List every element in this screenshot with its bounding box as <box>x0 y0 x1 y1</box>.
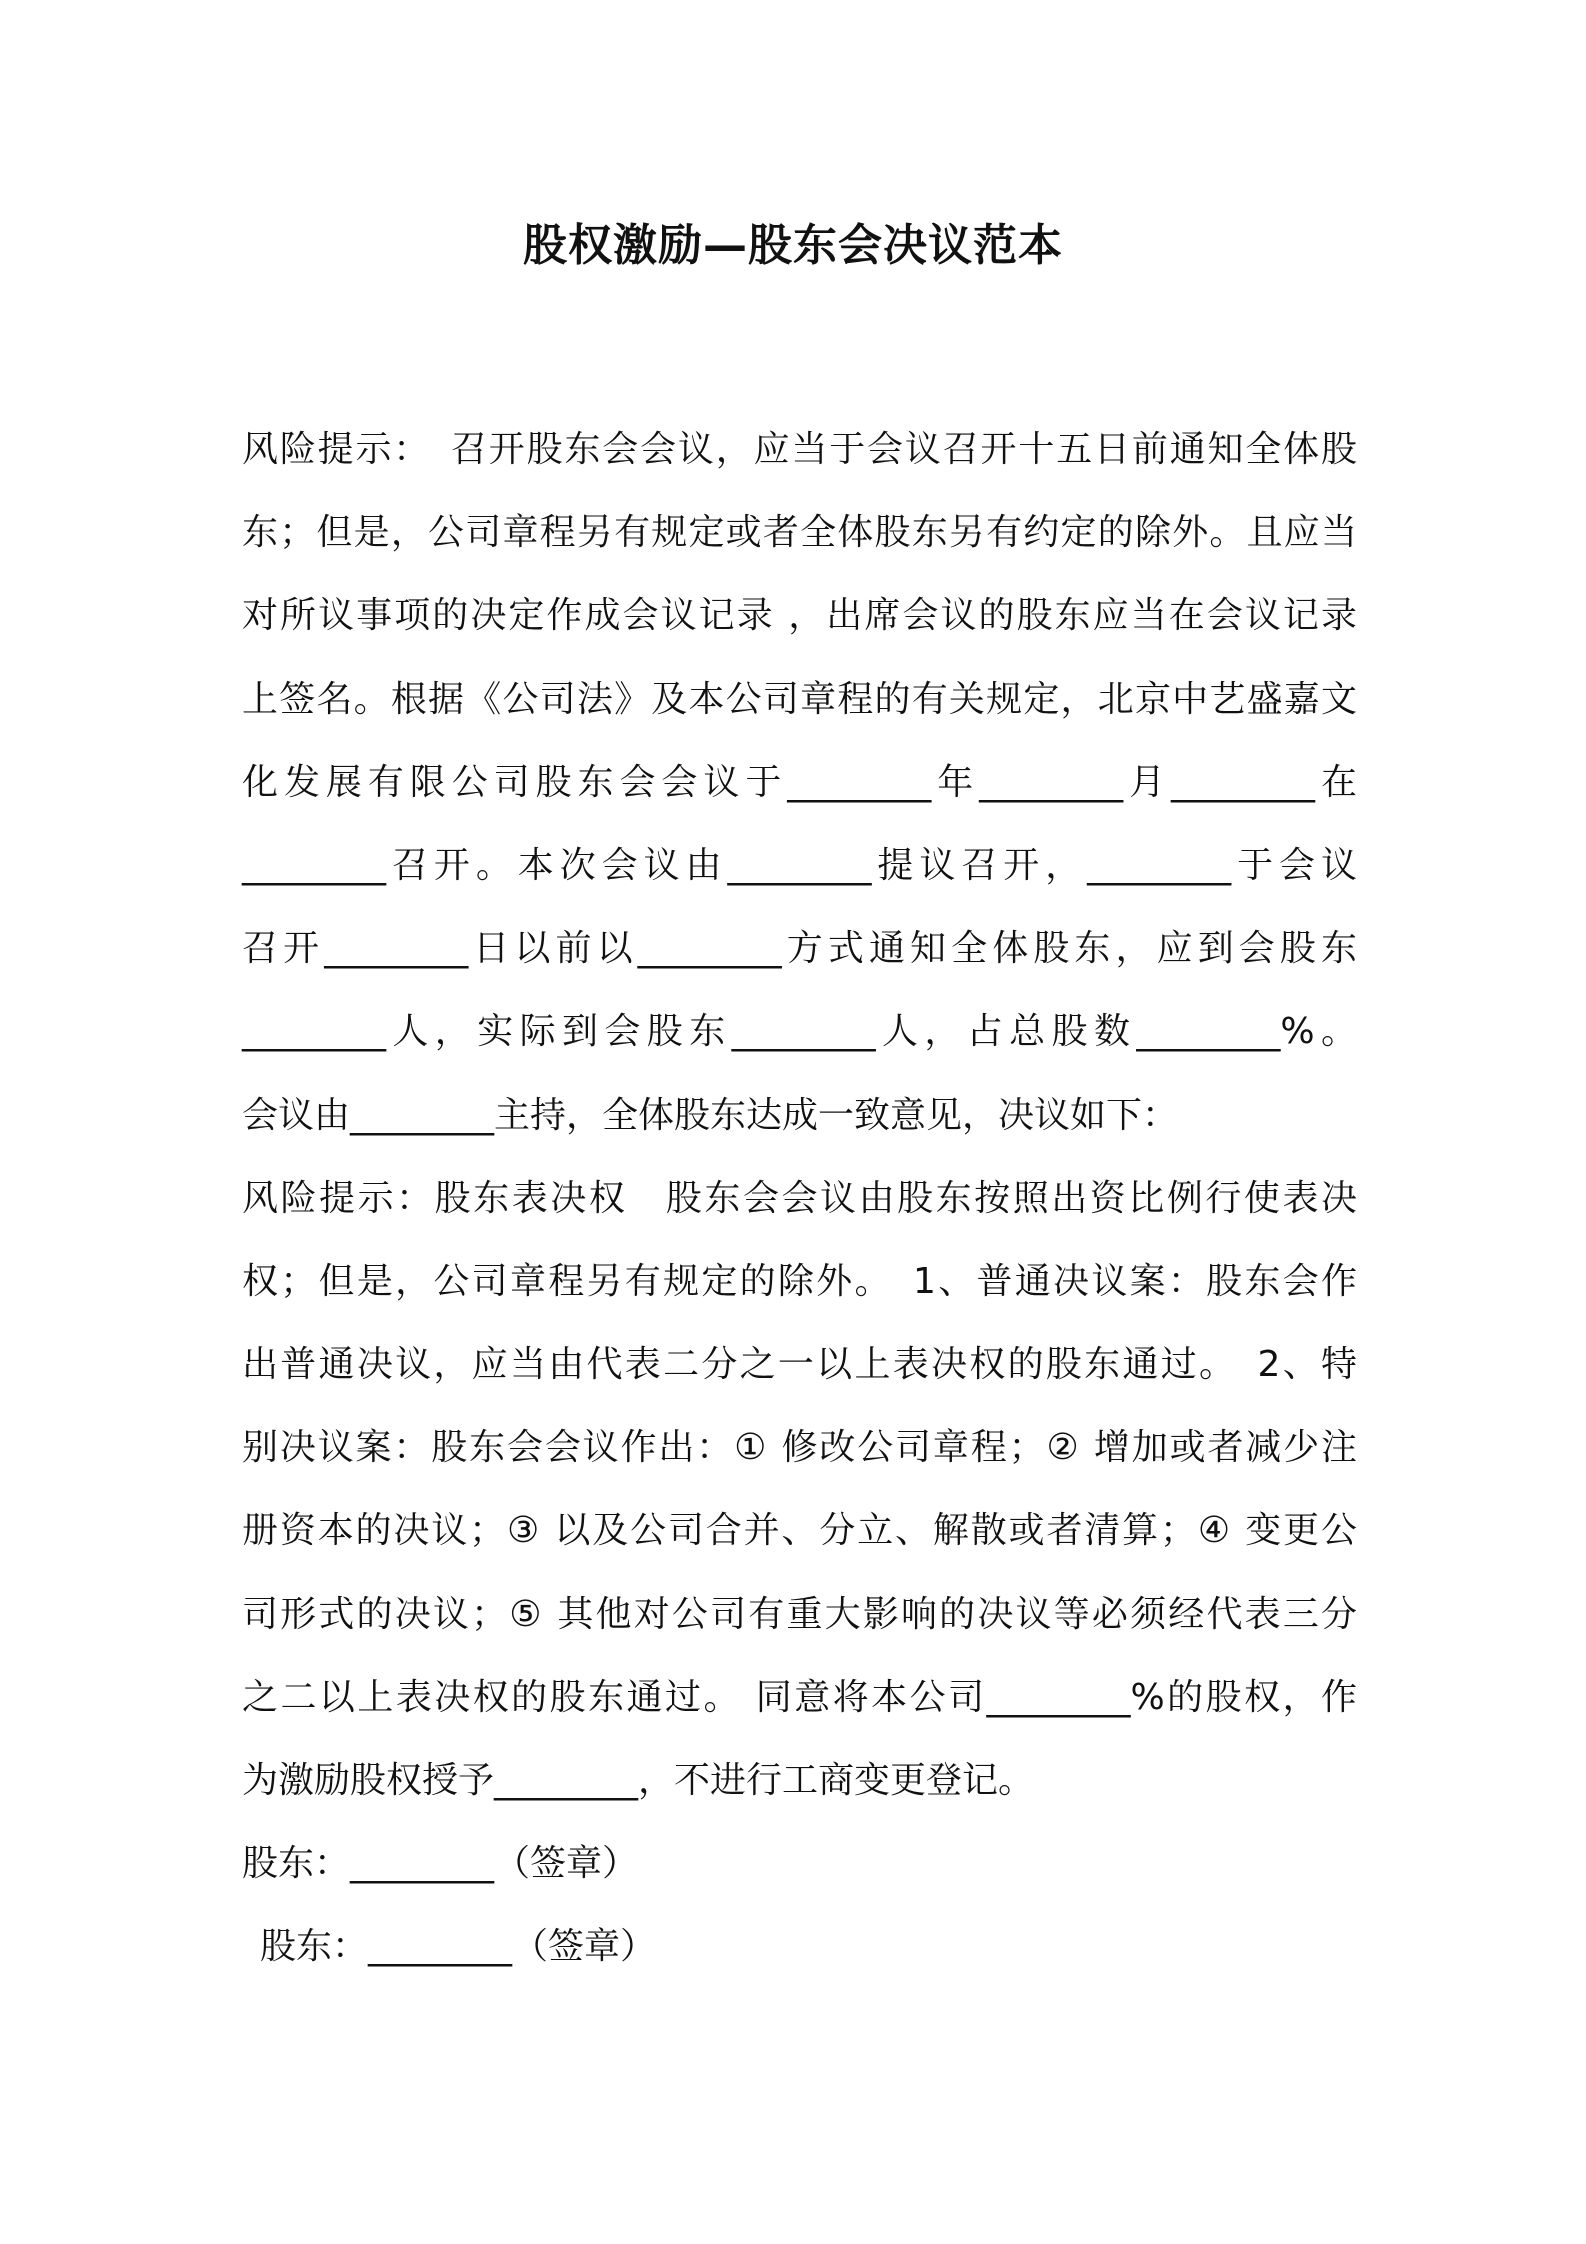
body-line: 之二以上表决权的股东通过。 同意将本公司________%的股权，作 <box>242 1676 1357 1718</box>
body-line: 风险提示： 召开股东会会议，应当于会议召开十五日前通知全体股 <box>242 429 1357 470</box>
body-line: 化发展有限公司股东会会议于________年________月________在 <box>242 761 1357 803</box>
body-line: 册资本的决议；③ 以及公司合并、分立、解散或者清算；④ 变更公 <box>242 1510 1357 1552</box>
body-line: 会议由________主持，全体股东达成一致意见，决议如下： <box>242 1094 1179 1136</box>
body-line: 为激励股权授予________，不进行工商变更登记。 <box>242 1760 1035 1801</box>
shareholder-signature-line: 股东：________（签章） <box>242 1843 639 1885</box>
document-title: 股权激励—股东会决议范本 <box>523 220 1063 271</box>
shareholder-signature-line: 股东：________（签章） <box>260 1926 657 1968</box>
body-line: ________人，实际到会股东________人，占总股数________%。 <box>242 1011 1357 1053</box>
body-line: 东；但是，公司章程另有规定或者全体股东另有约定的除外。且应当 <box>242 512 1357 554</box>
body-line: ________召开。本次会议由________提议召开，________于会议 <box>242 844 1357 886</box>
body-line: 风险提示：股东表决权 股东会会议由股东按照出资比例行使表决 <box>242 1177 1357 1219</box>
document-body <box>242 408 1357 1989</box>
body-line: 对所议事项的决定作成会议记录 ，出席会议的股东应当在会议记录 <box>242 595 1357 637</box>
body-line: 召开________日以前以________方式通知全体股东，应到会股东 <box>242 928 1357 970</box>
body-line: 别决议案：股东会会议作出：① 修改公司章程；② 增加或者减少注 <box>242 1427 1357 1469</box>
body-line: 司形式的决议；⑤ 其他对公司有重大影响的决议等必须经代表三分 <box>242 1593 1357 1635</box>
body-line: 上签名。根据《公司法》及本公司章程的有关规定，北京中艺盛嘉文 <box>242 678 1357 720</box>
body-line: 出普通决议，应当由代表二分之一以上表决权的股东通过。 2、特 <box>242 1344 1357 1386</box>
body-line: 权；但是，公司章程另有规定的除外。 1、普通决议案：股东会作 <box>242 1260 1357 1302</box>
